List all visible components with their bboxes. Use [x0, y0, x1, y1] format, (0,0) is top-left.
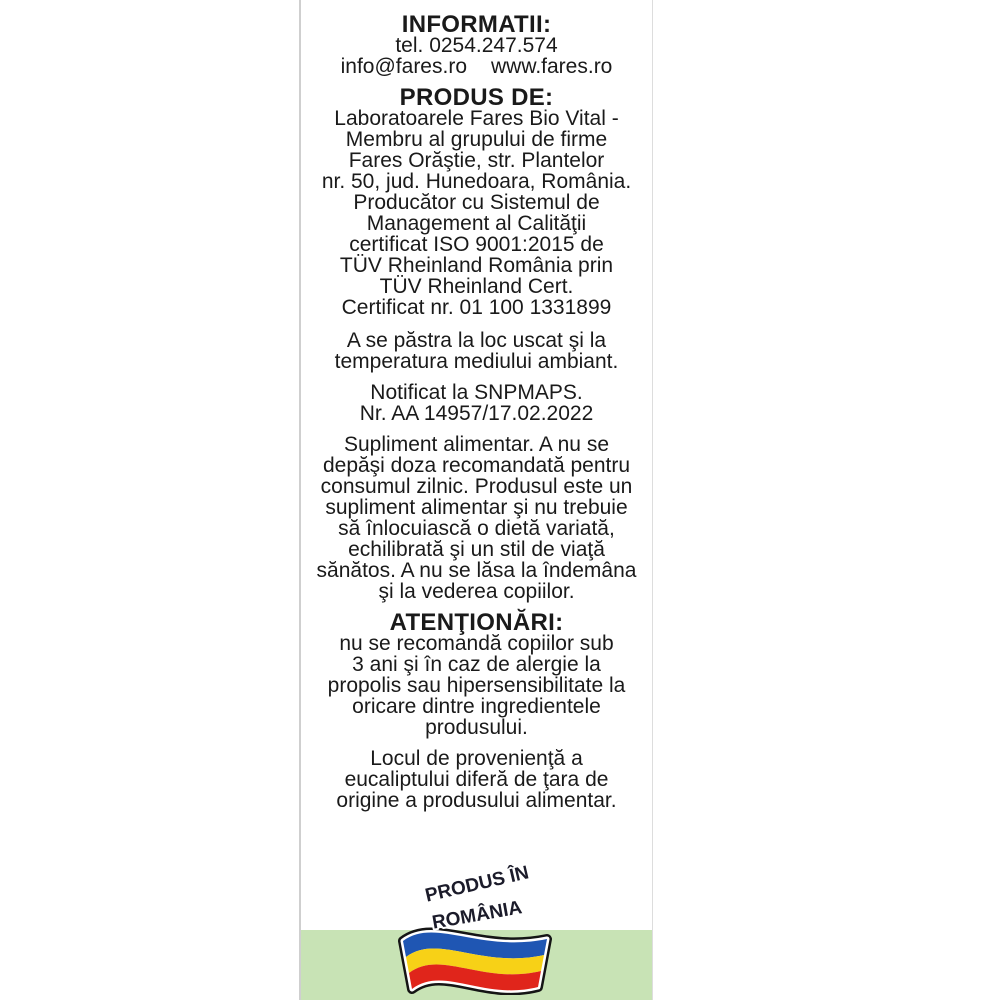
romanian-flag-icon: [403, 933, 547, 991]
label-panel: [299, 0, 653, 1000]
supplement-warning-block: [301, 434, 652, 602]
phone-number: tel. 0254.247.574: [395, 34, 558, 57]
storage-line: A se păstra la loc uscat şi la: [346, 329, 607, 352]
warning-line: 3 ani şi în caz de alergie la: [352, 653, 601, 676]
notification-block: [301, 382, 652, 424]
producer-line: Membru al grupului de firme: [345, 128, 608, 151]
producer-line: certificat ISO 9001:2015 de: [349, 233, 604, 256]
supplement-warning-line: şi la vederea copiilor.: [378, 580, 575, 603]
origin-note-line: eucaliptului diferă de ţara de: [344, 768, 609, 791]
producer-block: [301, 84, 652, 319]
producer-line: Laboratoarele Fares Bio Vital -: [334, 107, 619, 130]
supplement-warning-line: să înlocuiască o dietă variată,: [338, 517, 615, 540]
producer-line: Management al Calităţii: [366, 212, 587, 235]
storage-block: [301, 330, 652, 372]
info-heading: INFORMATII:: [401, 11, 552, 38]
producer-line: Certificat nr. 01 100 1331899: [341, 296, 612, 319]
producer-line: TÜV Rheinland România prin: [339, 254, 614, 277]
website-address: www.fares.ro: [491, 55, 613, 78]
label-text: [301, 11, 652, 812]
email-address: info@fares.ro: [340, 55, 467, 78]
notification-line: Notificat la SNPMAPS.: [370, 381, 583, 404]
producer-line: Producător cu Sistemul de: [353, 191, 600, 214]
warnings-block: [301, 609, 652, 739]
supplement-warning-line: depăşi doza recomandată pentru: [322, 454, 631, 477]
producer-line: TÜV Rheinland Cert.: [379, 275, 574, 298]
producer-line: nr. 50, jud. Hunedoara, România.: [321, 170, 632, 193]
warning-line: oricare dintre ingredientele: [352, 695, 601, 718]
warning-line: propolis sau hipersensibilitate la: [327, 674, 626, 697]
storage-line: temperatura mediului ambiant.: [334, 350, 619, 373]
warning-line: nu se recomandă copiilor sub: [339, 632, 614, 655]
producer-heading: PRODUS DE:: [399, 84, 554, 111]
logo-text-line2: ROMÂNIA: [430, 897, 524, 934]
origin-note-line: Locul de provenienţă a: [370, 747, 583, 770]
supplement-warning-line: sănătos. A nu se lăsa la îndemâna: [316, 559, 637, 582]
logo-text-line1: PRODUS ÎN: [423, 862, 531, 907]
warnings-heading: ATENŢIONĂRI:: [389, 609, 564, 636]
supplement-warning-line: consumul zilnic. Produsul este un: [320, 475, 633, 498]
supplement-warning-line: supliment alimentar şi nu trebuie: [325, 496, 628, 519]
notification-line: Nr. AA 14957/17.02.2022: [359, 402, 594, 425]
origin-note-block: [301, 748, 652, 811]
producer-line: Fares Orăştie, str. Plantelor: [348, 149, 605, 172]
contact-line: [301, 56, 652, 77]
supplement-warning-line: Supliment alimentar. A nu se: [344, 433, 609, 456]
supplement-warning-line: echilibrată şi un stil de viaţă: [348, 538, 605, 561]
warning-line: produsului.: [425, 716, 528, 739]
origin-note-line: origine a produsului alimentar.: [336, 789, 617, 812]
produs-in-romania-logo: [395, 855, 560, 995]
info-block: [301, 11, 652, 78]
